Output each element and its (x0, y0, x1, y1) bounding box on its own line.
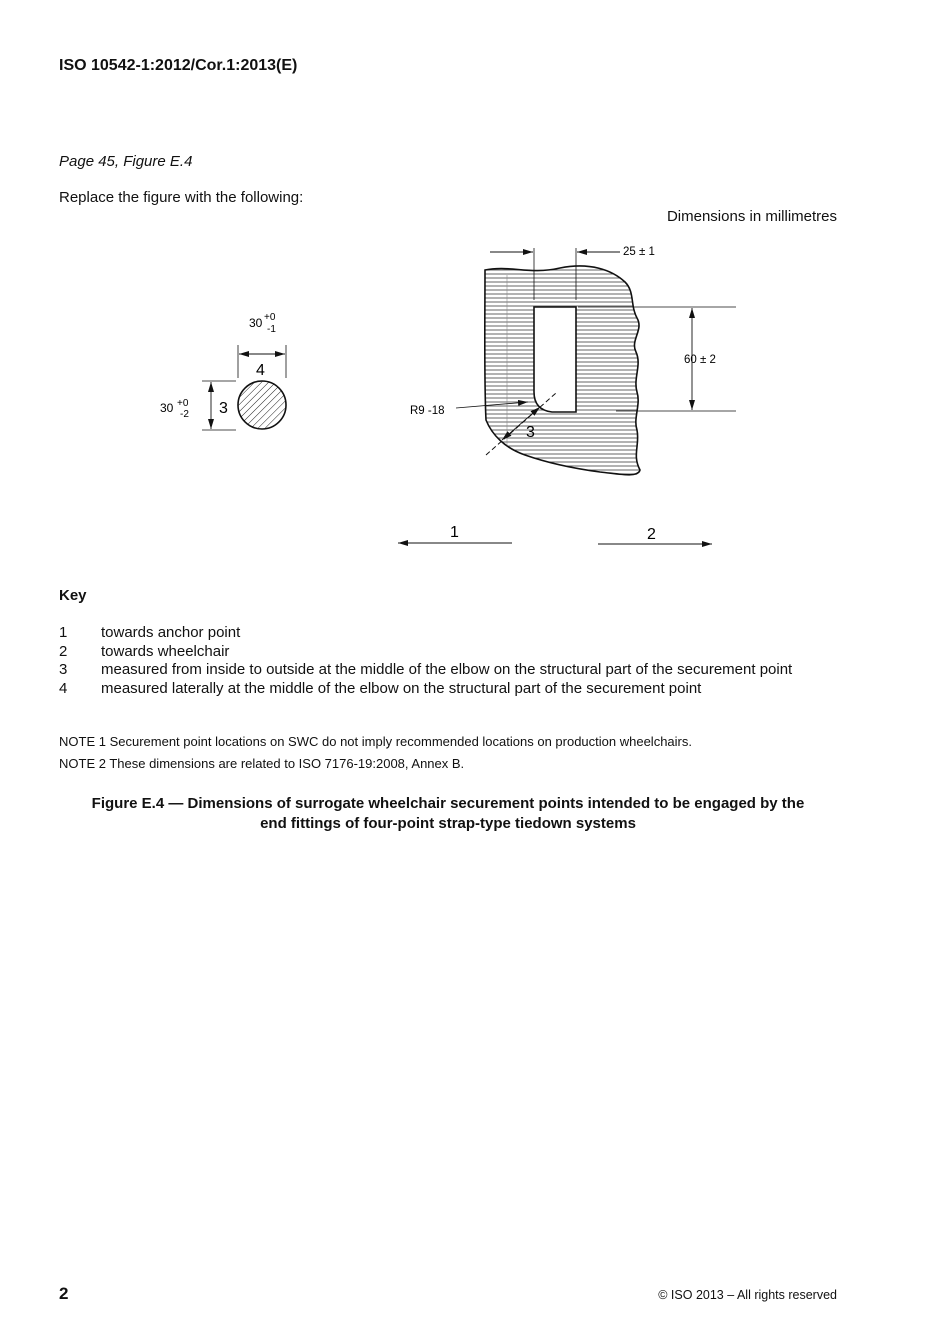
key-item (59, 624, 837, 643)
figure-e4-drawing (0, 230, 950, 570)
note-1: NOTE 1 Securement point locations on SWC do not imply recommended locations on production wheelchairs. (59, 734, 692, 749)
arrow-label-1: 1 (450, 524, 459, 541)
slot-cutout (534, 307, 576, 412)
key-item-text: towards anchor point (101, 624, 241, 641)
key-item-number: 1 (59, 624, 68, 641)
key-label-3: 3 (219, 400, 228, 417)
key-label-4: 4 (256, 362, 265, 379)
document-header: ISO 10542-1:2012/Cor.1:2013(E) (59, 57, 298, 74)
round-bar-section (238, 381, 286, 429)
width-tolerance-lower: -1 (267, 324, 276, 335)
figure-caption-line-2: end fittings of four-point strap-type tiedown systems (260, 815, 636, 832)
slot-width-value: 25 ± 1 (623, 246, 655, 258)
direction-arrows (398, 524, 712, 544)
arrow-label-2: 2 (647, 526, 656, 543)
key-item (59, 680, 837, 699)
width-value: 30 (249, 316, 263, 330)
key-item-number: 3 (59, 661, 68, 678)
key-item-number: 4 (59, 679, 68, 697)
key-item-text: towards wheelchair (101, 642, 230, 660)
slot-length-value: 60 ± 2 (684, 354, 716, 366)
copyright-notice: © ISO 2013 – All rights reserved (658, 1288, 837, 1302)
slot-securement-detail (410, 246, 736, 475)
dimensions-note: Dimensions in millimetres (666, 208, 837, 225)
key-item (59, 661, 837, 680)
key-item (59, 643, 837, 662)
key-item-text: measured from inside to outside at the middle of the elbow on the structural part of the securement point (101, 661, 793, 678)
page-number: 2 (59, 1284, 69, 1303)
key-list (59, 624, 837, 698)
radius-key-label-3: 3 (526, 424, 535, 441)
key-item-text: measured laterally at the middle of the elbow on the structural part of the securement point (101, 679, 702, 697)
round-section-detail (160, 312, 286, 430)
width-tolerance-upper: +0 (264, 312, 276, 323)
figure-caption-line-1: Figure E.4 — Dimensions of surrogate wheelchair securement points intended to be engaged by the (91, 795, 805, 812)
replace-instruction: Replace the figure with the following: (59, 189, 304, 206)
figure-caption (59, 794, 837, 834)
radius-value: R9 -18 (410, 405, 445, 417)
height-tolerance-lower: -2 (180, 409, 189, 420)
height-tolerance-upper: +0 (177, 398, 189, 409)
page-reference: Page 45, Figure E.4 (59, 153, 193, 170)
height-value: 30 (160, 401, 174, 415)
key-item-number: 2 (59, 642, 68, 660)
key-heading: Key (59, 587, 87, 604)
note-2: NOTE 2 These dimensions are related to ISO 7176-19:2008, Annex B. (59, 756, 465, 771)
